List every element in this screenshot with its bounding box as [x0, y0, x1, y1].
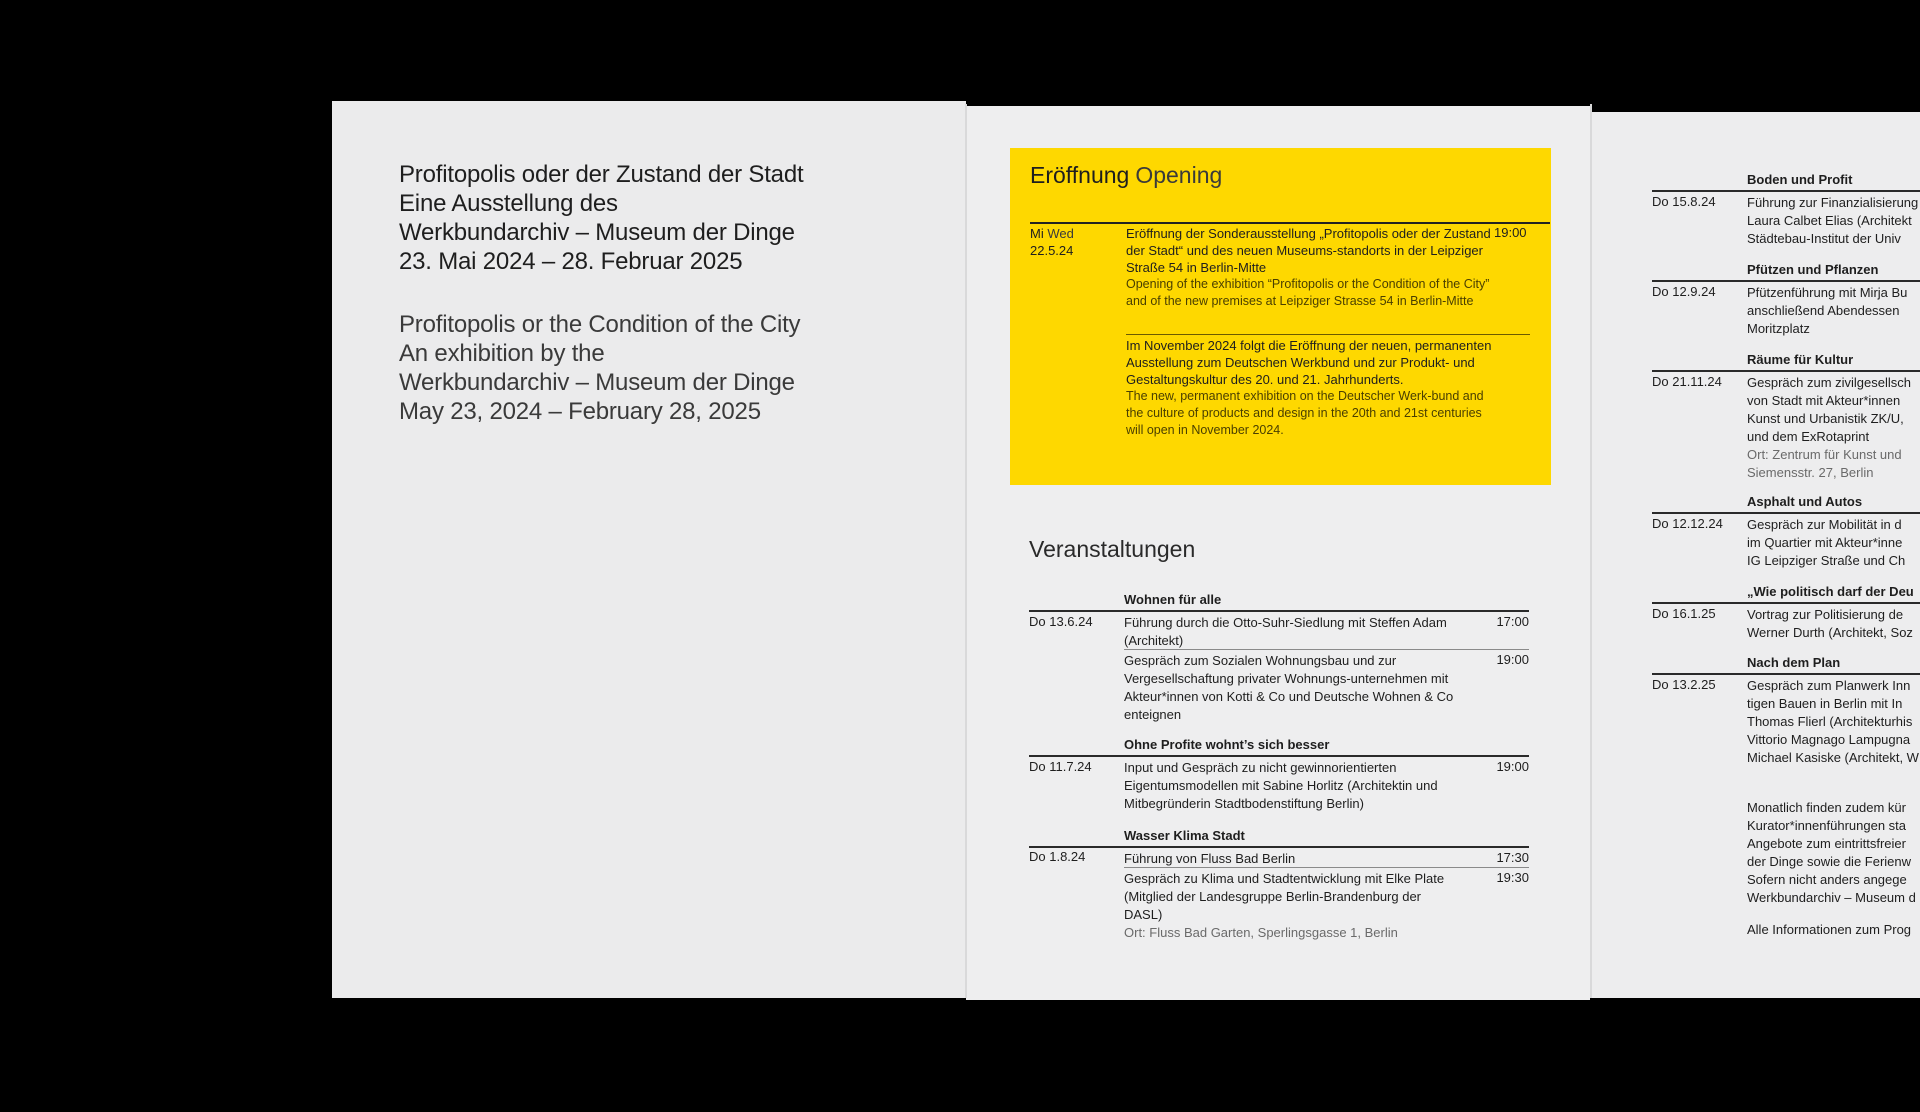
opening-text-en: Opening of the exhibition “Profitopolis or the Condition of the City” and of the new premises at Leipziger Strasse 54 in Berlin-Mitte [1126, 277, 1490, 308]
right-line: Werner Durth (Architekt, Soz [1747, 625, 1913, 640]
opening-separator [1126, 334, 1530, 335]
right-location: Siemensstr. 27, Berlin [1747, 465, 1874, 480]
right-line: und dem ExRotaprint [1747, 429, 1870, 444]
cover-line: Werkbundarchiv – Museum der Dinge [399, 219, 795, 246]
right-note-line: Kurator*innenführungen sta [1747, 818, 1907, 833]
right-event-text [1747, 606, 1920, 642]
right-event-date: Do 12.12.24 [1652, 516, 1723, 531]
fold-line [965, 104, 967, 998]
event-date: Do 13.6.24 [1029, 614, 1093, 629]
event-rule [1029, 610, 1529, 612]
right-event-rule [1652, 280, 1920, 282]
event-location: Ort: Fluss Bad Garten, Sperlingsgasse 1, Berlin [1124, 925, 1398, 940]
right-event-heading: Asphalt und Autos [1747, 494, 1863, 509]
opening-title-de: Eröffnung [1030, 162, 1130, 188]
event-time: 19:00 [1496, 652, 1529, 667]
opening-time: 19:00 [1494, 225, 1527, 240]
right-event-text [1747, 374, 1920, 482]
event-text-main: Gespräch zu Klima und Stadtentwicklung mit Elke Plate (Mitglied der Landesgruppe Berlin-Brandenburg der DASL) [1124, 871, 1445, 922]
right-note-line: der Dinge sowie die Ferienw [1747, 854, 1912, 869]
right-event-date: Do 13.2.25 [1652, 677, 1716, 692]
opening-date-value: 22.5.24 [1030, 243, 1074, 258]
right-event-date: Do 12.9.24 [1652, 284, 1716, 299]
right-line: Gespräch zum Planwerk Inn [1747, 678, 1911, 693]
events-title: Veranstaltungen [1029, 536, 1196, 562]
right-line: Kunst und Urbanistik ZK/U, [1747, 411, 1904, 426]
event-heading: Wasser Klima Stadt [1124, 828, 1245, 843]
opening-day-de: Mi [1030, 226, 1044, 241]
right-line: Gespräch zum zivilgesellsch [1747, 375, 1912, 390]
right-event-rule [1652, 602, 1920, 604]
cover-line: May 23, 2024 – February 28, 2025 [399, 398, 761, 425]
cover-line: Eine Ausstellung des [399, 190, 618, 217]
event-date: Do 11.7.24 [1029, 759, 1092, 774]
right-note-line: Angebote zum eintrittsfreier [1747, 836, 1906, 851]
opening-text [1126, 225, 1496, 310]
opening-box [1010, 148, 1551, 485]
opening-title [1030, 162, 1222, 189]
opening-rule [1030, 222, 1550, 224]
opening-day-en: Wed [1047, 226, 1074, 241]
right-event-heading: Boden und Profit [1747, 172, 1853, 187]
cover-line: An exhibition by the [399, 340, 605, 367]
event-text: Input und Gespräch zu nicht gewinnorientierten Eigentumsmodellen mit Sabine Horlitz (Architektin und Mitbegründerin Stadtbodenstiftung Berlin) [1124, 760, 1438, 811]
right-event-date: Do 21.11.24 [1652, 374, 1722, 389]
right-line: anschließend Abendessen [1747, 303, 1900, 318]
right-event-date: Do 15.8.24 [1652, 194, 1716, 209]
event-heading: Ohne Profite wohnt’s sich besser [1124, 737, 1330, 752]
cover-line: Werkbundarchiv – Museum der Dinge [399, 369, 795, 396]
event-text: Gespräch zum Sozialen Wohnungsbau und zur Vergesellschaftung privater Wohnungs-unternehmen mit Akteur*innen von Kotti & Co und Deutsche Wohnen & Co enteignen [1124, 653, 1454, 722]
event-time: 19:30 [1496, 870, 1529, 885]
event-text: Führung von Fluss Bad Berlin [1124, 851, 1296, 866]
event-rule [1029, 755, 1529, 757]
right-line: von Stadt mit Akteur*innen [1747, 393, 1901, 408]
cover-line: Profitopolis oder der Zustand der Stadt [399, 161, 804, 188]
event-text: Führung durch die Otto-Suhr-Siedlung mit Steffen Adam (Architekt) [1124, 615, 1447, 648]
right-event-rule [1652, 370, 1920, 372]
right-event-text [1747, 284, 1920, 338]
right-event-rule [1652, 512, 1920, 514]
right-line: Thomas Flierl (Architekturhis [1747, 714, 1913, 729]
right-line: IG Leipziger Straße und Ch [1747, 553, 1906, 568]
right-line: Vortrag zur Politisierung de [1747, 607, 1904, 622]
right-line: tigen Bauen in Berlin mit In [1747, 696, 1903, 711]
opening-note-en: The new, permanent exhibition on the Deutscher Werk-bund and the culture of products and design in the 20th and 21st centuries will open in November 2024. [1126, 389, 1484, 437]
event-text [1124, 870, 1454, 942]
right-note-line: Werkbundarchiv – Museum d [1747, 890, 1916, 905]
opening-note-de: Im November 2024 folgt die Eröffnung der neuen, permanenten Ausstellung zum Deutschen Werkbund und zur Produkt- und Gestaltungskultur des 20. und 21. Jahrhunderts. [1126, 338, 1492, 387]
opening-title-en: Opening [1135, 162, 1223, 188]
right-note [1747, 799, 1916, 907]
event-rule [1029, 846, 1529, 848]
right-event-text [1747, 516, 1920, 570]
right-line: Moritzplatz [1747, 321, 1810, 336]
right-event-rule [1652, 673, 1920, 675]
right-event-text [1747, 194, 1920, 248]
right-event-date: Do 16.1.25 [1652, 606, 1716, 621]
right-event-text [1747, 677, 1920, 767]
right-line: Führung zur Finanzialisierung [1747, 195, 1919, 210]
fold-line [1590, 104, 1592, 998]
right-event-heading: Pfützen und Pflanzen [1747, 262, 1879, 277]
event-time: 17:00 [1496, 614, 1529, 629]
opening-date [1030, 225, 1074, 259]
opening-note [1126, 337, 1496, 439]
right-note-line: Sofern nicht anders angege [1747, 872, 1907, 887]
right-line: Städtebau-Institut der Univ [1747, 231, 1901, 246]
cover-line: Profitopolis or the Condition of the City [399, 311, 801, 338]
cover-line: 23. Mai 2024 – 28. Februar 2025 [399, 248, 743, 275]
right-line: Michael Kasiske (Architekt, W [1747, 750, 1919, 765]
event-heading: Wohnen für alle [1124, 592, 1222, 607]
event-date: Do 1.8.24 [1029, 849, 1086, 864]
right-event-heading: Räume für Kultur [1747, 352, 1854, 367]
right-note-line: Monatlich finden zudem kür [1747, 800, 1906, 815]
right-line: im Quartier mit Akteur*inne [1747, 535, 1903, 550]
opening-text-de: Eröffnung der Sonderausstellung „Profitopolis oder der Zustand der Stadt“ und des neuen Museums-standorts in der Leipziger Straße 54 in Berlin-Mitte [1126, 226, 1491, 275]
right-event-rule [1652, 190, 1920, 192]
event-time: 17:30 [1496, 850, 1529, 865]
event-separator [1124, 867, 1529, 868]
right-note-footer: Alle Informationen zum Prog [1747, 922, 1912, 937]
right-line: Gespräch zur Mobilität in d [1747, 517, 1902, 532]
event-separator [1124, 649, 1529, 650]
event-time: 19:00 [1496, 759, 1529, 774]
cover-title-en [399, 310, 800, 426]
right-event-heading: „Wie politisch darf der Deu [1747, 584, 1914, 599]
right-location: Ort: Zentrum für Kunst und [1747, 447, 1902, 462]
right-event-heading: Nach dem Plan [1747, 655, 1841, 670]
cover-title-de [399, 160, 803, 276]
right-line: Laura Calbet Elias (Architekt [1747, 213, 1912, 228]
right-line: Vittorio Magnago Lampugna [1747, 732, 1911, 747]
right-line: Pfützenführung mit Mirja Bu [1747, 285, 1908, 300]
